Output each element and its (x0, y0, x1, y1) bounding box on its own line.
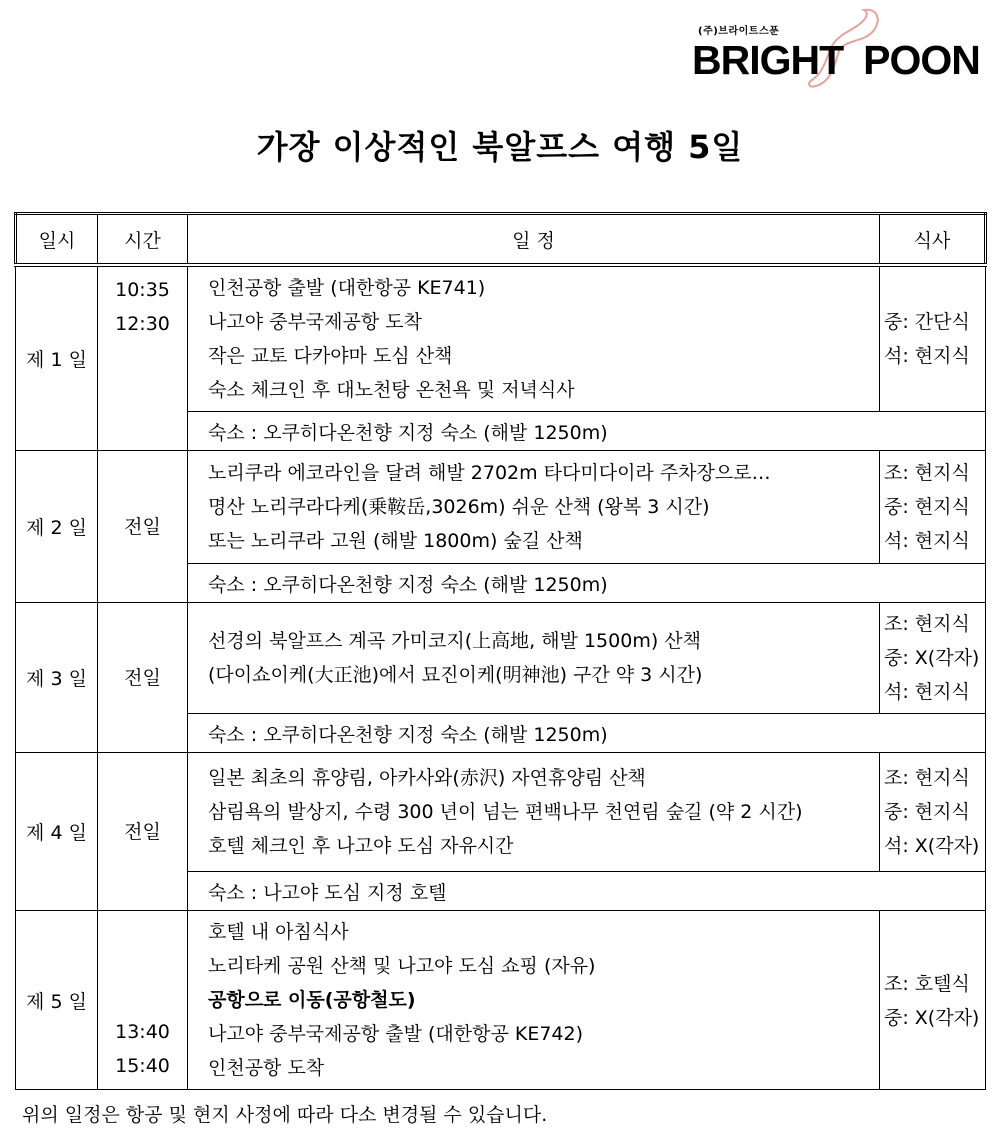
plan-cell (188, 603, 880, 714)
brand-logo (692, 8, 980, 88)
day-label: 제 3 일 (16, 603, 98, 753)
meal-line: 조: 현지식 (884, 462, 970, 484)
plan-cell (188, 911, 880, 1090)
meal-line: 중: 현지식 (884, 801, 970, 823)
wordmark-right: POON (863, 37, 980, 83)
table-row (16, 753, 986, 872)
meal-cell (880, 911, 986, 1090)
time-cell: 전일 (98, 603, 188, 753)
time-cell: 전일 (98, 753, 188, 911)
header-schedule: 일 정 (188, 214, 880, 266)
table-header-row (16, 214, 986, 266)
plan-line: 명산 노리쿠라다케(乗鞍岳,3026m) 쉬운 산책 (왕복 3 시간) (208, 496, 710, 518)
plan-line: 노리타케 공원 산책 및 나고야 도심 쇼핑 (자유) (208, 955, 596, 977)
meal-cell (880, 603, 986, 714)
time-cell (98, 911, 188, 1090)
meal-line: 중: 간단식 (884, 311, 970, 333)
stay-info: 숙소 : 오쿠히다온천향 지정 숙소 (해발 1250m) (188, 412, 986, 451)
plan-line: 나고야 중부국제공항 출발 (대한항공 KE742) (208, 1023, 584, 1045)
day-label: 제 1 일 (16, 265, 98, 451)
plan-line: (다이쇼이케(大正池)에서 묘진이케(明神池) 구간 약 3 시간) (208, 664, 703, 686)
plan-line: 숙소 체크인 후 대노천탕 온천욕 및 저녁식사 (208, 379, 575, 401)
plan-line: 호텔 체크인 후 나고야 도심 자유시간 (208, 835, 514, 857)
plan-cell (188, 265, 880, 412)
header-meal: 식사 (880, 214, 986, 266)
plan-line: 노리쿠라 에코라인을 달려 해발 2702m 타다미다이라 주차장으로… (208, 462, 771, 484)
meal-line: 조: 현지식 (884, 613, 970, 635)
meal-cell (880, 265, 986, 412)
plan-line: 또는 노리쿠라 고원 (해발 1800m) 숲길 산책 (208, 530, 583, 552)
meal-line: 석: X(각자) (884, 835, 980, 857)
plan-line: 삼림욕의 발상지, 수령 300 년이 넘는 편백나무 천연림 숲길 (약 2 시간) (208, 801, 803, 823)
time-value: 10:35 (115, 279, 170, 301)
plan-cell (188, 753, 880, 872)
brand-wordmark (692, 38, 980, 82)
wordmark-left: BRIGHT (692, 37, 844, 83)
meal-line: 중: X(각자) (884, 647, 980, 669)
day-label: 제 2 일 (16, 451, 98, 603)
header-time: 시간 (98, 214, 188, 266)
time-value: 15:40 (115, 1055, 170, 1077)
plan-line: 나고야 중부국제공항 도착 (208, 311, 422, 333)
meal-line: 조: 호텔식 (884, 973, 970, 995)
plan-line: 호텔 내 아침식사 (208, 921, 349, 943)
footnote: 위의 일정은 항공 및 현지 사정에 따라 다소 변경될 수 있습니다. (22, 1104, 548, 1126)
day-label: 제 4 일 (16, 753, 98, 911)
plan-line: 작은 교토 다카야마 도심 산책 (208, 345, 453, 367)
stay-info: 숙소 : 오쿠히다온천향 지정 숙소 (해발 1250m) (188, 714, 986, 753)
time-cell (98, 265, 188, 451)
table-row (16, 603, 986, 714)
itinerary-table (14, 212, 987, 1090)
stay-info: 숙소 : 나고야 도심 지정 호텔 (188, 872, 986, 911)
plan-line: 선경의 북알프스 계곡 가미코지(上高地, 해발 1500m) 산책 (208, 630, 701, 652)
meal-line: 중: 현지식 (884, 496, 970, 518)
time-cell: 전일 (98, 451, 188, 603)
page-title: 가장 이상적인 북알프스 여행 5일 (256, 128, 744, 166)
meal-line: 석: 현지식 (884, 681, 970, 703)
plan-cell (188, 451, 880, 564)
plan-line: 인천공항 출발 (대한항공 KE741) (208, 277, 486, 299)
meal-cell (880, 753, 986, 872)
time-value: 12:30 (115, 313, 170, 335)
meal-line: 석: 현지식 (884, 530, 970, 552)
header-date: 일시 (16, 214, 98, 266)
plan-line: 인천공항 도착 (208, 1057, 325, 1079)
time-value: 13:40 (115, 1021, 170, 1043)
meal-line: 중: X(각자) (884, 1007, 980, 1029)
stay-info: 숙소 : 오쿠히다온천향 지정 숙소 (해발 1250m) (188, 564, 986, 603)
table-row (16, 265, 986, 412)
meal-line: 석: 현지식 (884, 345, 970, 367)
day-label: 제 5 일 (16, 911, 98, 1090)
table-row (16, 911, 986, 1090)
table-row (16, 451, 986, 564)
company-name: (주)브라이트스푼 (698, 26, 780, 37)
meal-line: 조: 현지식 (884, 767, 970, 789)
plan-line-highlight: 공항으로 이동(공항철도) (208, 989, 416, 1011)
meal-cell (880, 451, 986, 564)
plan-line: 일본 최초의 휴양림, 아카사와(赤沢) 자연휴양림 산책 (208, 767, 646, 789)
